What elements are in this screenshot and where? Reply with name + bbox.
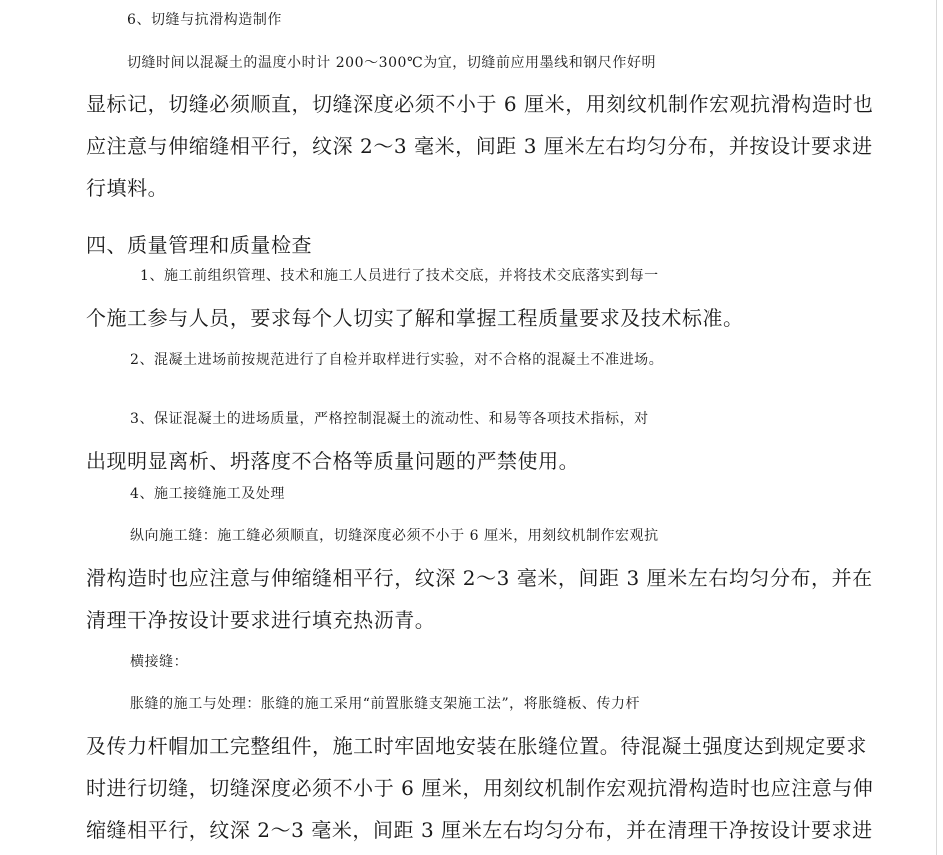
subsection-heading: 6、切缝与抗滑构造制作 (127, 12, 282, 28)
paragraph-line: 清理干净按设计要求进行填充热沥青。 (86, 608, 436, 632)
section-heading: 四、质量管理和质量检查 (86, 233, 313, 257)
subsection-heading: 4、施工接缝施工及处理 (130, 486, 285, 502)
paragraph-line: 胀缝的施工与处理：胀缝的施工采用“前置胀缝支架施工法”，将胀缝板、传力杆 (130, 696, 641, 712)
paragraph-line: 及传力杆帽加工完整组件，施工时牢固地安装在胀缝位置。待混凝土强度达到规定要求 (86, 734, 867, 758)
paragraph-line: 缩缝相平行，纹深 2～3 毫米，间距 3 厘米左右均匀分布，并在清理干净按设计要求进 (86, 818, 873, 842)
paragraph-line: 纵向施工缝：施工缝必须顺直，切缝深度必须不小于 6 厘米，用刻纹机制作宏观抗 (130, 528, 659, 544)
subsection-heading: 横接缝： (130, 654, 189, 670)
paragraph-line: 应注意与伸缩缝相平行，纹深 2～3 毫米，间距 3 厘米左右均匀分布，并按设计要求进 (86, 134, 873, 158)
paragraph-line: 1、施工前组织管理、技术和施工人员进行了技术交底，并将技术交底落实到每一 (140, 268, 659, 284)
paragraph-line: 切缝时间以混凝土的温度小时计 200～300℃为宜，切缝前应用墨线和钢尺作好明 (127, 55, 657, 71)
paragraph-line: 出现明显离析、坍落度不合格等质量问题的严禁使用。 (86, 449, 580, 473)
paragraph-line: 个施工参与人员，要求每个人切实了解和掌握工程质量要求及技术标准。 (86, 306, 744, 330)
paragraph-line: 滑构造时也应注意与伸缩缝相平行，纹深 2～3 毫米，间距 3 厘米左右均匀分布，并在 (86, 566, 873, 590)
paragraph-line: 2、混凝土进场前按规范进行了自检并取样进行实验，对不合格的混凝土不准进场。 (130, 352, 664, 368)
paragraph-line: 行填料。 (86, 176, 169, 200)
paragraph-line: 时进行切缝，切缝深度必须不小于 6 厘米，用刻纹机制作宏观抗滑构造时也应注意与伸 (86, 776, 874, 800)
paragraph-line: 3、保证混凝土的进场质量，严格控制混凝土的流动性、和易等各项技术指标，对 (130, 411, 649, 427)
paragraph-line: 显标记，切缝必须顺直，切缝深度必须不小于 6 厘米，用刻纹机制作宏观抗滑构造时也 (86, 92, 874, 116)
